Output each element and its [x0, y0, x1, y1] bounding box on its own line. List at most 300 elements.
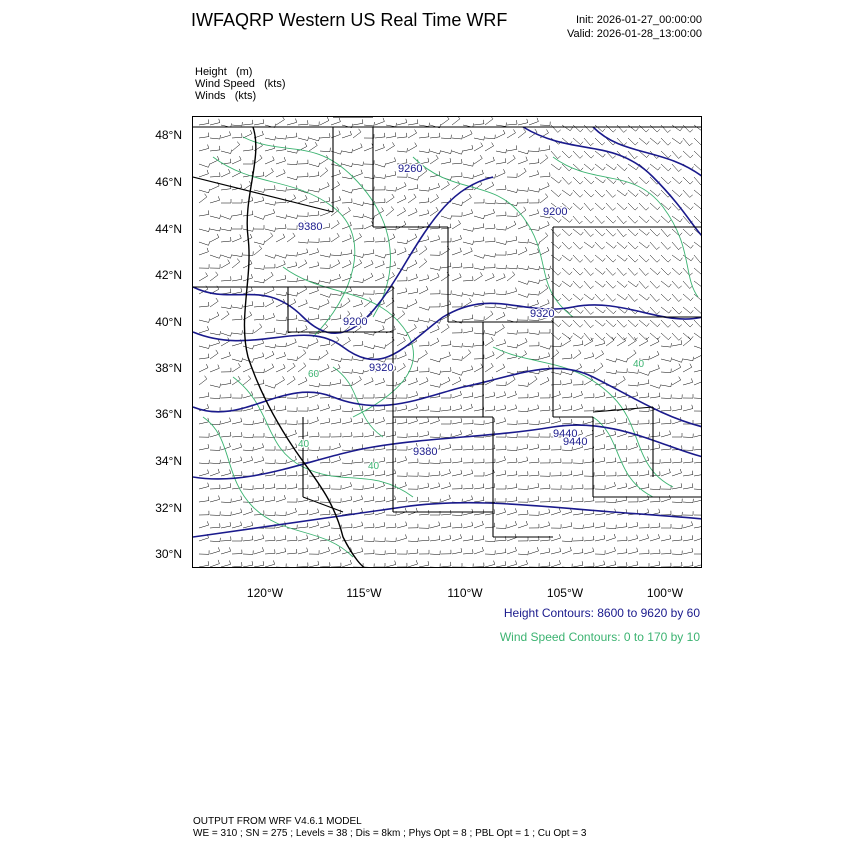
wind-barb	[639, 372, 648, 375]
wind-barb-feather	[636, 167, 638, 170]
wind-barb-feather	[626, 483, 627, 487]
wind-barb-feather	[262, 547, 263, 551]
wind-barb-feather	[295, 339, 297, 343]
wind-barb-feather	[469, 194, 471, 197]
wind-barb-feather	[591, 234, 594, 237]
wind-barb-feather	[428, 275, 429, 279]
wind-barb	[529, 163, 539, 164]
wind-barb-feather	[315, 142, 317, 145]
wind-barb-feather	[668, 220, 671, 223]
wind-barb	[287, 164, 297, 165]
wind-barb-feather	[637, 535, 638, 539]
wind-barb-feather	[285, 535, 286, 539]
wind-barb	[463, 149, 473, 151]
wind-barb-feather	[318, 262, 319, 266]
wind-barb	[595, 526, 605, 528]
wind-barb-feather	[603, 167, 605, 170]
wind-barb	[364, 527, 374, 528]
wind-barb-feather	[659, 405, 660, 409]
wind-barb	[364, 203, 374, 205]
wind-barb	[650, 385, 659, 388]
wind-barb-feather	[570, 207, 573, 210]
wind-barb-feather	[264, 279, 265, 283]
wind-barb-feather	[591, 155, 594, 158]
wind-barb	[628, 565, 638, 567]
wind-barb	[485, 203, 495, 204]
wind-barb-feather	[558, 298, 561, 301]
valid-time: Valid: 2026-01-28_13:00:00	[567, 28, 702, 40]
lon-tick-label: 120°W	[246, 586, 284, 600]
wind-barb	[320, 551, 330, 554]
wind-barb-feather	[591, 221, 594, 224]
wind-barb	[386, 541, 396, 542]
wind-barb-feather	[374, 345, 375, 349]
coastline	[244, 127, 368, 568]
wind-barb	[210, 316, 219, 321]
wind-barb	[441, 119, 449, 125]
wind-barb	[584, 552, 594, 555]
wind-barb	[331, 224, 339, 230]
wind-barb-feather	[504, 274, 506, 278]
wind-barb-feather	[392, 194, 394, 197]
wind-barb	[452, 252, 461, 255]
wind-barb-feather	[395, 431, 396, 435]
wind-barb	[639, 255, 646, 262]
wind-barb	[650, 164, 658, 170]
wind-speed-contour	[333, 367, 383, 437]
wind-barb	[232, 307, 242, 309]
wind-barb-feather	[627, 358, 628, 362]
wind-barb-feather	[272, 351, 274, 355]
wind-barb-feather	[393, 234, 395, 238]
wind-barb-feather	[362, 548, 363, 552]
wind-barb-feather	[220, 384, 221, 388]
wind-barb	[661, 359, 671, 361]
wind-barb	[584, 125, 591, 132]
lat-tick-label: 42°N	[155, 268, 182, 282]
wind-barb	[386, 423, 396, 425]
wind-barb	[210, 333, 220, 335]
wind-barb	[606, 242, 614, 248]
wind-barb	[309, 125, 319, 126]
wind-barb	[232, 255, 242, 257]
wind-barb-feather	[647, 245, 650, 248]
wind-barb-feather	[682, 359, 683, 363]
wind-barb	[573, 255, 580, 262]
wind-barb-feather	[668, 247, 671, 250]
lat-tick-label: 46°N	[155, 175, 182, 189]
wind-barb-feather	[559, 560, 560, 564]
wind-barb	[672, 164, 679, 172]
wind-barb-feather	[548, 182, 550, 186]
wind-barb-feather	[624, 273, 627, 276]
wind-barb-feather	[602, 221, 605, 224]
wind-barb	[463, 319, 473, 320]
wind-barb	[606, 320, 613, 327]
wind-barb-feather	[250, 312, 252, 316]
wind-barb-feather	[570, 219, 573, 222]
wind-barb-feather	[473, 175, 474, 179]
wind-barb	[562, 541, 572, 542]
wind-barb	[419, 279, 429, 282]
wind-barb	[672, 216, 680, 222]
wind-barb-feather	[230, 159, 231, 163]
wind-barb	[540, 356, 550, 359]
wind-barb	[606, 448, 616, 450]
wind-barb-feather	[372, 377, 374, 381]
wind-barb	[276, 567, 286, 568]
wind-barb	[562, 229, 569, 236]
wind-barb	[276, 499, 286, 502]
wind-barb	[661, 410, 671, 411]
wind-barb-feather	[691, 298, 694, 301]
wind-barb	[441, 345, 451, 346]
wind-barb-feather	[637, 548, 638, 552]
wind-barb	[474, 333, 484, 334]
wind-barb	[221, 229, 231, 231]
wind-speed-contour	[203, 417, 353, 557]
wind-barb-feather	[307, 548, 308, 552]
wind-barb-feather	[559, 194, 562, 197]
wind-barb	[694, 125, 702, 131]
wind-barb-feather	[549, 509, 550, 513]
wind-barb-feather	[646, 259, 649, 262]
wind-barb	[430, 268, 440, 270]
wind-barb	[650, 422, 660, 424]
wind-barb	[342, 359, 352, 360]
wind-barb	[287, 122, 297, 125]
wind-barb	[254, 249, 262, 255]
wind-barb-feather	[635, 233, 638, 236]
wind-barb-feather	[241, 522, 242, 526]
wind-barb	[430, 137, 440, 138]
wind-barb-feather	[659, 418, 660, 422]
wind-barb-feather	[270, 233, 273, 236]
wind-barb	[683, 151, 690, 158]
wind-barb	[265, 290, 274, 294]
wind-barb-feather	[296, 484, 297, 488]
wind-barb	[287, 281, 297, 282]
wind-barb-feather	[581, 404, 582, 408]
wind-barb	[639, 125, 646, 132]
wind-barb-feather	[693, 357, 694, 361]
wind-barb-feather	[319, 306, 320, 310]
wind-barb	[430, 151, 440, 154]
wind-barb	[265, 564, 275, 567]
wind-barb	[265, 515, 275, 516]
wind-barb-feather	[462, 135, 463, 139]
wind-barb	[210, 541, 220, 542]
field-winds	[195, 90, 286, 102]
wind-barb-feather	[472, 392, 473, 396]
wind-barb	[540, 176, 550, 177]
wind-barb	[309, 201, 319, 203]
wind-barb-feather	[569, 168, 572, 171]
wind-barb	[474, 488, 484, 489]
wind-barb	[650, 355, 659, 359]
wind-barb-feather	[362, 522, 363, 526]
wind-barb-feather	[604, 392, 605, 396]
wind-barb	[375, 122, 384, 126]
wind-barb	[254, 447, 264, 450]
wind-barb	[287, 379, 295, 385]
wind-barb-feather	[570, 547, 571, 551]
wind-barb-feather	[406, 522, 407, 526]
wind-barb-feather	[428, 210, 429, 214]
wind-barb	[276, 303, 285, 307]
wind-barb	[342, 254, 352, 256]
wind-barb-feather	[680, 128, 682, 131]
wind-barb-feather	[450, 523, 451, 527]
wind-barb	[243, 201, 253, 203]
wind-barb	[650, 294, 657, 302]
wind-barb-feather	[470, 130, 472, 134]
wind-barb	[584, 281, 591, 289]
wind-barb	[375, 409, 385, 411]
wind-barb-feather	[383, 118, 384, 122]
wind-barb	[694, 138, 701, 145]
wind-barb	[386, 253, 396, 255]
wind-barb-feather	[692, 378, 693, 382]
wind-barb	[639, 242, 647, 248]
wind-barb	[628, 281, 636, 287]
wind-barb	[364, 264, 373, 268]
wind-barb	[298, 353, 306, 359]
wind-barb	[232, 160, 241, 164]
wind-barb	[199, 174, 208, 177]
wind-barb-feather	[207, 326, 208, 330]
wind-barb	[199, 396, 209, 398]
wind-barb-feather	[484, 292, 485, 296]
wind-barb	[496, 316, 505, 320]
wind-barb-feather	[525, 351, 527, 354]
wind-barb	[265, 275, 273, 281]
wind-barb-feather	[307, 276, 308, 280]
wind-barb-feather	[669, 284, 671, 287]
wind-barb	[265, 500, 275, 502]
wind-barb	[661, 307, 669, 313]
wind-barb	[672, 138, 680, 144]
wind-barb	[254, 409, 264, 411]
wind-barb	[672, 255, 680, 261]
wind-barb	[210, 434, 220, 437]
wind-barb	[265, 317, 275, 320]
wind-barb	[287, 434, 296, 437]
wind-barb	[573, 553, 583, 554]
wind-barb	[364, 225, 373, 229]
wind-barb	[243, 264, 252, 268]
wind-barb-feather	[670, 431, 671, 435]
wind-barb-feather	[550, 346, 551, 350]
wind-barb-feather	[657, 286, 660, 289]
wind-barb	[419, 435, 429, 437]
wind-barb-feather	[625, 193, 627, 196]
wind-barb-feather	[668, 272, 671, 275]
wind-barb	[562, 383, 572, 385]
wind-barb-feather	[218, 547, 219, 551]
wind-barb-feather	[671, 358, 672, 362]
wind-barb	[331, 151, 341, 154]
wind-barb	[518, 268, 528, 270]
wind-barb-feather	[450, 301, 451, 305]
wind-barb-feather	[635, 220, 638, 223]
wind-barb-feather	[440, 150, 441, 154]
wind-barb	[408, 197, 416, 203]
wind-barb	[309, 291, 318, 294]
wind-barb	[353, 188, 363, 190]
wind-barb	[364, 177, 374, 179]
wind-barb	[485, 185, 494, 190]
wind-barb	[441, 304, 451, 307]
wind-barb-feather	[494, 509, 495, 513]
wind-barb	[331, 447, 341, 450]
wind-barb	[617, 553, 627, 554]
wind-barb-feather	[374, 122, 375, 126]
wind-barb-feather	[495, 174, 496, 178]
wind-barb	[562, 512, 572, 515]
wind-barb	[210, 200, 220, 203]
wind-barb-feather	[208, 483, 209, 487]
wind-barb	[452, 151, 462, 154]
wind-barb	[265, 367, 274, 372]
wind-barb	[342, 422, 352, 424]
wind-barb	[320, 462, 330, 463]
wind-barb-feather	[615, 561, 616, 565]
wind-barb	[408, 320, 418, 322]
height-contour-caption: Height Contours: 8600 to 9620 by 60	[503, 606, 700, 620]
wind-barb	[496, 421, 506, 424]
wind-barb	[309, 421, 318, 424]
wind-barb-feather	[308, 137, 309, 141]
wind-barb-feather	[329, 522, 330, 526]
wind-barb	[683, 552, 693, 554]
wind-barb-feather	[216, 350, 218, 353]
wind-barb	[529, 320, 539, 321]
wind-barb	[309, 176, 319, 177]
wind-barb	[375, 501, 385, 502]
wind-barb-feather	[450, 341, 451, 345]
wind-barb	[298, 289, 307, 294]
wind-barb-feather	[505, 549, 506, 553]
wind-barb-feather	[242, 358, 243, 362]
wind-barb-feather	[394, 326, 395, 330]
wind-barb-feather	[428, 133, 429, 137]
wind-barb	[672, 540, 682, 541]
wind-barb	[672, 344, 682, 346]
wind-barb	[518, 281, 527, 284]
wind-barb-feather	[546, 285, 548, 288]
wind-barb	[573, 203, 580, 210]
wind-barb-feather	[680, 469, 681, 473]
wind-barb-feather	[237, 259, 240, 262]
wind-barb	[507, 158, 515, 164]
wind-barb-feather	[250, 130, 252, 134]
wind-barb	[320, 344, 330, 346]
wind-barb-feather	[440, 371, 441, 375]
wind-barb-feather	[679, 272, 682, 275]
wind-barb	[518, 151, 528, 154]
wind-barb-feather	[527, 444, 528, 448]
wind-barb	[452, 462, 462, 463]
wind-barb	[254, 357, 264, 360]
wind-barb-feather	[285, 548, 286, 552]
wind-barb-feather	[447, 181, 449, 184]
wind-barb-feather	[383, 417, 384, 421]
wind-barb	[441, 356, 450, 359]
wind-barb-feather	[252, 391, 253, 395]
wind-barb	[199, 123, 209, 125]
wind-barb	[364, 125, 374, 126]
wind-barb	[518, 411, 528, 412]
wind-barb	[386, 385, 396, 386]
wind-barb-feather	[549, 522, 550, 526]
wind-barb-feather	[603, 129, 606, 132]
wind-barb	[694, 333, 702, 339]
field-label: Wind Speed	[195, 78, 255, 90]
wind-barbs	[199, 117, 702, 568]
wind-barb	[606, 513, 616, 515]
wind-barb-feather	[206, 273, 208, 276]
wind-barb	[694, 435, 702, 438]
wind-barb	[551, 320, 559, 327]
wind-barb	[551, 190, 559, 197]
wind-barb-feather	[263, 197, 264, 201]
wind-barb	[320, 566, 330, 567]
wind-barb-feather	[241, 210, 242, 214]
wind-barb	[452, 203, 462, 206]
wind-barb-feather	[240, 156, 242, 160]
height-contour-label: 9200	[543, 206, 568, 218]
wind-barb-feather	[439, 236, 440, 240]
wind-barb-feather	[382, 208, 384, 211]
wind-speed-label: 40	[298, 439, 310, 450]
wind-barb-feather	[427, 222, 428, 226]
wind-barb	[628, 242, 635, 249]
wind-barb-feather	[228, 260, 230, 263]
wind-barb-feather	[591, 194, 594, 197]
wind-barb-feather	[297, 252, 298, 256]
wind-barb-feather	[537, 547, 538, 551]
wind-barb	[694, 190, 702, 196]
wind-barb-feather	[559, 508, 560, 512]
height-contour-label: 9440	[553, 428, 578, 440]
wind-barb	[210, 123, 220, 125]
wind-barb-feather	[472, 366, 473, 370]
wind-barb-feather	[614, 181, 617, 184]
wind-barb	[518, 489, 528, 490]
wind-barb-feather	[263, 561, 264, 565]
wind-barb-feather	[385, 163, 386, 167]
wind-barb-feather	[208, 119, 209, 123]
wind-barb	[507, 475, 517, 476]
wind-barb-feather	[516, 405, 517, 409]
wind-barb	[529, 540, 539, 541]
wind-barb-feather	[636, 194, 639, 197]
wind-barb	[353, 132, 361, 138]
wind-barb	[606, 229, 613, 236]
wind-barb-feather	[615, 405, 616, 409]
wind-barb	[210, 229, 220, 231]
wind-barb	[221, 502, 231, 503]
wind-barb-feather	[338, 260, 340, 264]
wind-barb	[309, 164, 319, 167]
wind-barb	[650, 565, 660, 567]
wind-barb	[430, 437, 440, 438]
wind-barb	[540, 125, 550, 126]
wind-barb-feather	[658, 365, 660, 369]
wind-barb-feather	[405, 508, 406, 512]
wind-barb-feather	[352, 369, 353, 373]
